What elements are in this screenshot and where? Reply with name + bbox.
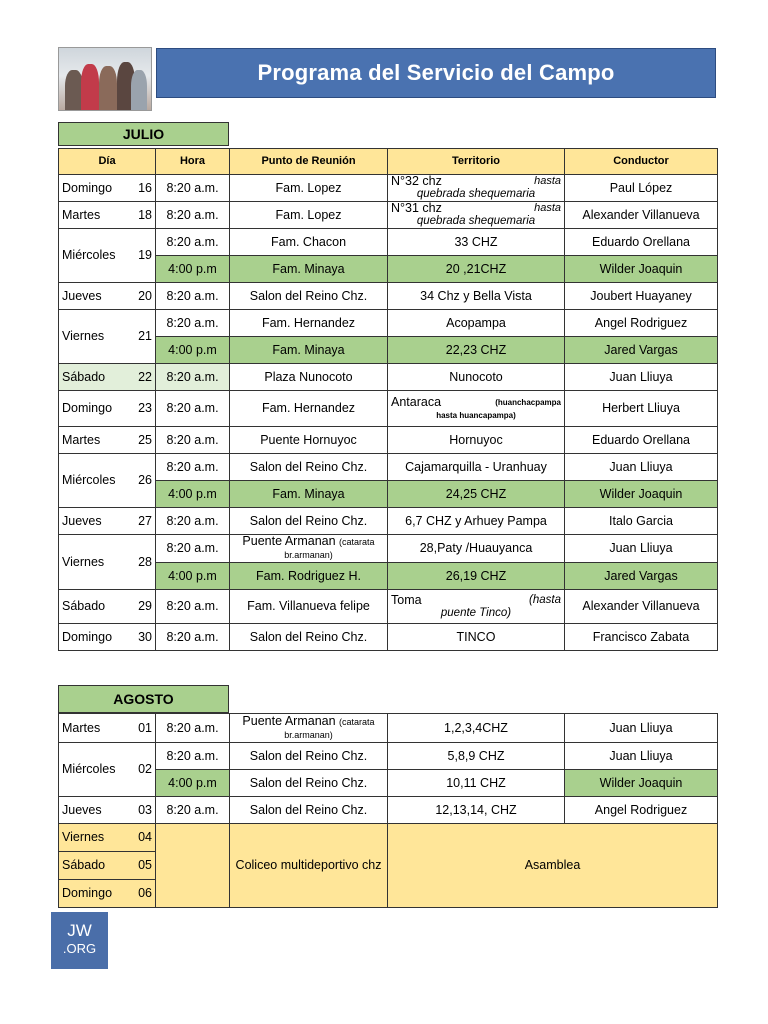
hora-cell: 8:20 a.m. <box>156 364 230 391</box>
conductor-cell: Joubert Huayaney <box>565 283 718 310</box>
territorio-cell: 22,23 CHZ <box>388 337 565 364</box>
punto-cell: Fam. Chacon <box>230 229 388 256</box>
territorio-cell: Nunocoto <box>388 364 565 391</box>
punto-cell: Fam. Minaya <box>230 337 388 364</box>
table-header <box>59 149 718 175</box>
conductor-cell: Paul López <box>565 175 718 202</box>
conductor-cell: Jared Vargas <box>565 337 718 364</box>
territorio-cell: TINCO <box>388 624 565 651</box>
conductor-cell: Juan Lliuya <box>565 454 718 481</box>
punto-cell: Fam. Villanueva felipe <box>230 590 388 624</box>
hora-cell: 8:20 a.m. <box>156 797 230 824</box>
hora-cell: 8:20 a.m. <box>156 714 230 743</box>
hora-cell: 8:20 a.m. <box>156 283 230 310</box>
hora-cell: 8:20 a.m. <box>156 391 230 427</box>
table-row <box>59 337 718 364</box>
header-hora: Hora <box>156 149 230 175</box>
julio-table <box>58 148 718 651</box>
table-row <box>59 624 718 651</box>
hora-cell: 4:00 p.m <box>156 256 230 283</box>
day-cell: Jueves 27 <box>59 508 156 535</box>
month-label-agosto: AGOSTO <box>58 685 229 713</box>
territorio-cell: 28,Paty /Huauyanca <box>388 535 565 563</box>
conductor-cell: Juan Lliuya <box>565 364 718 391</box>
day-cell: Miércoles 02 <box>59 743 156 797</box>
punto-cell: Fam. Minaya <box>230 481 388 508</box>
day-cell: Domingo 30 <box>59 624 156 651</box>
hora-cell: 4:00 p.m <box>156 770 230 797</box>
table-row <box>59 743 718 770</box>
territorio-cell: 1,2,3,4CHZ <box>388 714 565 743</box>
punto-cell: Salon del Reino Chz. <box>230 770 388 797</box>
territorio-cell: 5,8,9 CHZ <box>388 743 565 770</box>
conductor-cell: Wilder Joaquin <box>565 256 718 283</box>
table-row <box>59 508 718 535</box>
territorio-cell: 10,11 CHZ <box>388 770 565 797</box>
conductor-cell: Alexander Villanueva <box>565 590 718 624</box>
day-cell: Domingo 16 <box>59 175 156 202</box>
table-row <box>59 481 718 508</box>
territorio-cell: 6,7 CHZ y Arhuey Pampa <box>388 508 565 535</box>
conductor-cell: Wilder Joaquin <box>565 770 718 797</box>
table-row <box>59 256 718 283</box>
table-row <box>59 563 718 590</box>
table-row <box>59 364 718 391</box>
hora-cell: 8:20 a.m. <box>156 590 230 624</box>
hora-cell: 8:20 a.m. <box>156 202 230 229</box>
day-cell: Sábado 29 <box>59 590 156 624</box>
table-row <box>59 770 718 797</box>
conductor-cell: Jared Vargas <box>565 563 718 590</box>
table-row <box>59 535 718 563</box>
punto-cell: Fam. Hernandez <box>230 310 388 337</box>
day-cell: Miércoles 19 <box>59 229 156 283</box>
territorio-cell: 24,25 CHZ <box>388 481 565 508</box>
day-cell: Martes 25 <box>59 427 156 454</box>
territorio-cell: Cajamarquilla - Uranhuay <box>388 454 565 481</box>
territorio-cell: 20 ,21CHZ <box>388 256 565 283</box>
month-label-julio: JULIO <box>58 122 229 146</box>
conductor-cell: Francisco Zabata <box>565 624 718 651</box>
conductor-cell: Herbert Lliuya <box>565 391 718 427</box>
header-territorio: Territorio <box>388 149 565 175</box>
punto-cell: Fam. Lopez <box>230 202 388 229</box>
table-row <box>59 797 718 824</box>
conductor-cell: Juan Lliuya <box>565 714 718 743</box>
day-cell: Domingo 23 <box>59 391 156 427</box>
conductor-cell: Juan Lliuya <box>565 743 718 770</box>
punto-cell: Fam. Hernandez <box>230 391 388 427</box>
assembly-event: Asamblea <box>388 824 718 908</box>
punto-cell: Puente Armanan (catarata br.armanan) <box>230 714 388 743</box>
conductor-cell: Alexander Villanueva <box>565 202 718 229</box>
punto-cell: Salon del Reino Chz. <box>230 508 388 535</box>
header-punto: Punto de Reunión <box>230 149 388 175</box>
hora-cell: 4:00 p.m <box>156 337 230 364</box>
hora-cell: 8:20 a.m. <box>156 624 230 651</box>
conductor-cell: Eduardo Orellana <box>565 229 718 256</box>
punto-cell: Salon del Reino Chz. <box>230 797 388 824</box>
conductor-cell: Angel Rodriguez <box>565 310 718 337</box>
territorio-cell: Hornuyoc <box>388 427 565 454</box>
day-cell: Domingo 06 <box>59 880 156 908</box>
day-cell: Martes 01 <box>59 714 156 743</box>
assembly-place: Coliceo multideportivo chz <box>230 824 388 908</box>
day-cell: Viernes 21 <box>59 310 156 364</box>
hora-cell <box>156 824 230 908</box>
conductor-cell: Italo Garcia <box>565 508 718 535</box>
day-cell: Jueves 03 <box>59 797 156 824</box>
territorio-cell: 26,19 CHZ <box>388 563 565 590</box>
hora-cell: 8:20 a.m. <box>156 454 230 481</box>
conductor-cell: Eduardo Orellana <box>565 427 718 454</box>
punto-cell: Fam. Rodriguez H. <box>230 563 388 590</box>
punto-cell: Salon del Reino Chz. <box>230 743 388 770</box>
day-cell: Sábado 05 <box>59 852 156 880</box>
territorio-cell: 34 Chz y Bella Vista <box>388 283 565 310</box>
table-row <box>59 202 718 229</box>
hora-cell: 8:20 a.m. <box>156 535 230 563</box>
header-dia: Día <box>59 149 156 175</box>
hora-cell: 4:00 p.m <box>156 481 230 508</box>
table-row <box>59 427 718 454</box>
table-row <box>59 175 718 202</box>
page-title-bar <box>156 48 716 98</box>
conductor-cell: Juan Lliuya <box>565 535 718 563</box>
hora-cell: 8:20 a.m. <box>156 743 230 770</box>
territorio-cell: 33 CHZ <box>388 229 565 256</box>
day-cell: Jueves 20 <box>59 283 156 310</box>
punto-cell: Salon del Reino Chz. <box>230 283 388 310</box>
hora-cell: 8:20 a.m. <box>156 175 230 202</box>
territorio-cell: Antaraca (huanchacpampa hasta huancapampa) <box>388 391 565 427</box>
day-cell: Viernes 28 <box>59 535 156 590</box>
page-title: Programa del Servicio del Campo <box>257 60 615 85</box>
hora-cell: 8:20 a.m. <box>156 508 230 535</box>
punto-cell: Puente Hornuyoc <box>230 427 388 454</box>
day-cell: Miércoles 26 <box>59 454 156 508</box>
day-cell: Sábado 22 <box>59 364 156 391</box>
territorio-cell: N°32 chz hasta quebrada shequemaria <box>388 175 565 202</box>
punto-cell: Fam. Lopez <box>230 175 388 202</box>
jw-org-logo: JW .ORG <box>51 912 108 969</box>
header-photo <box>58 47 152 111</box>
hora-cell: 8:20 a.m. <box>156 229 230 256</box>
table-row <box>59 714 718 743</box>
table-row <box>59 283 718 310</box>
punto-cell: Salon del Reino Chz. <box>230 454 388 481</box>
punto-cell: Fam. Minaya <box>230 256 388 283</box>
table-row <box>59 454 718 481</box>
territorio-cell: Toma (hasta puente Tinco) <box>388 590 565 624</box>
agosto-table <box>58 713 718 908</box>
punto-cell: Puente Armanan (catarata br.armanan) <box>230 535 388 563</box>
day-cell: Martes 18 <box>59 202 156 229</box>
territorio-cell: N°31 chz hasta quebrada shequemaria <box>388 202 565 229</box>
territorio-cell: Acopampa <box>388 310 565 337</box>
territorio-cell: 12,13,14, CHZ <box>388 797 565 824</box>
conductor-cell: Wilder Joaquin <box>565 481 718 508</box>
table-row <box>59 391 718 427</box>
conductor-cell: Angel Rodriguez <box>565 797 718 824</box>
hora-cell: 8:20 a.m. <box>156 427 230 454</box>
table-row <box>59 824 718 852</box>
hora-cell: 8:20 a.m. <box>156 310 230 337</box>
punto-cell: Salon del Reino Chz. <box>230 624 388 651</box>
day-cell: Viernes 04 <box>59 824 156 852</box>
header-conductor: Conductor <box>565 149 718 175</box>
punto-cell: Plaza Nunocoto <box>230 364 388 391</box>
table-row <box>59 590 718 624</box>
hora-cell: 4:00 p.m <box>156 563 230 590</box>
table-row <box>59 310 718 337</box>
table-row <box>59 229 718 256</box>
